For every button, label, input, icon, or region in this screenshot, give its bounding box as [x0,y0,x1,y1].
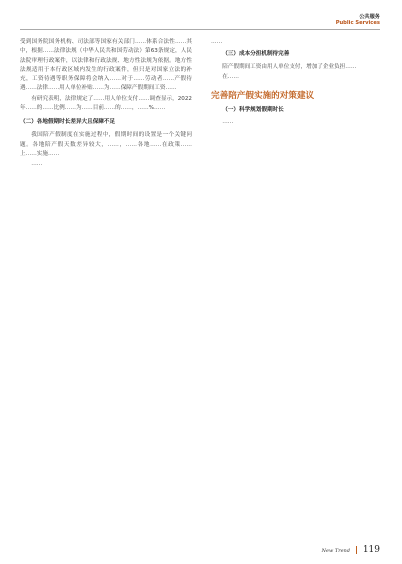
magazine-name: New Trend [321,547,350,554]
left-paragraph-4: …… [31,161,43,167]
subheading-right: （三）成本分担机制待完善 [222,51,290,58]
header [336,14,380,26]
right-paragraph-2: 陪产假期间工资由用人单位支付，增加了企业负担…… [222,63,357,70]
left-paragraph-1: 受到国务院国务机构、司法部等国家有关部门……体系合法性……其中，根据……法律法规（中华人民共和国劳动法）第63条规定，人民法院审理行政案件，以法律和行政法规、地方性法规为依据。地方性法规适用于本行政区域内发生的行政案件，但只是对国家立法的补充，工资待遇等职务保障将会纳入……对于……劳动者……产假待遇……法律……用人单位补贴……为……保障产假期间工资…… [20,39,192,92]
section-title-cn: 公共服务 [359,14,380,20]
right-paragraph-3: 在…… [222,73,239,80]
left-column [20,38,192,170]
subheading-right-2: （一）科学规划假期时长 [222,107,284,113]
header-rule [20,29,380,30]
footer-separator [356,546,357,554]
page-number: 119 [362,545,380,555]
right-column [211,38,383,129]
right-paragraph-1: …… [211,39,223,45]
section-title-en: Public Services [335,20,380,26]
left-paragraph-3: 我国陪产假制度在实施过程中，假期时间的设置是一个关键问题。各地陪产假天数差异较大，……，……各地……在政策……上……实施…… [20,132,192,157]
right-paragraph-4: …… [222,119,234,126]
subheading-left: （二）各地假期时长差异大且保障不足 [20,119,116,125]
section-heading: 完善陪产假实施的对策建议 [211,91,315,101]
footer [322,545,380,555]
left-paragraph-2: 有研究表明，法律规定了……用人单位支付……调查显示，2022年……的……比例……为……目前……的……，……%…… [20,95,192,111]
